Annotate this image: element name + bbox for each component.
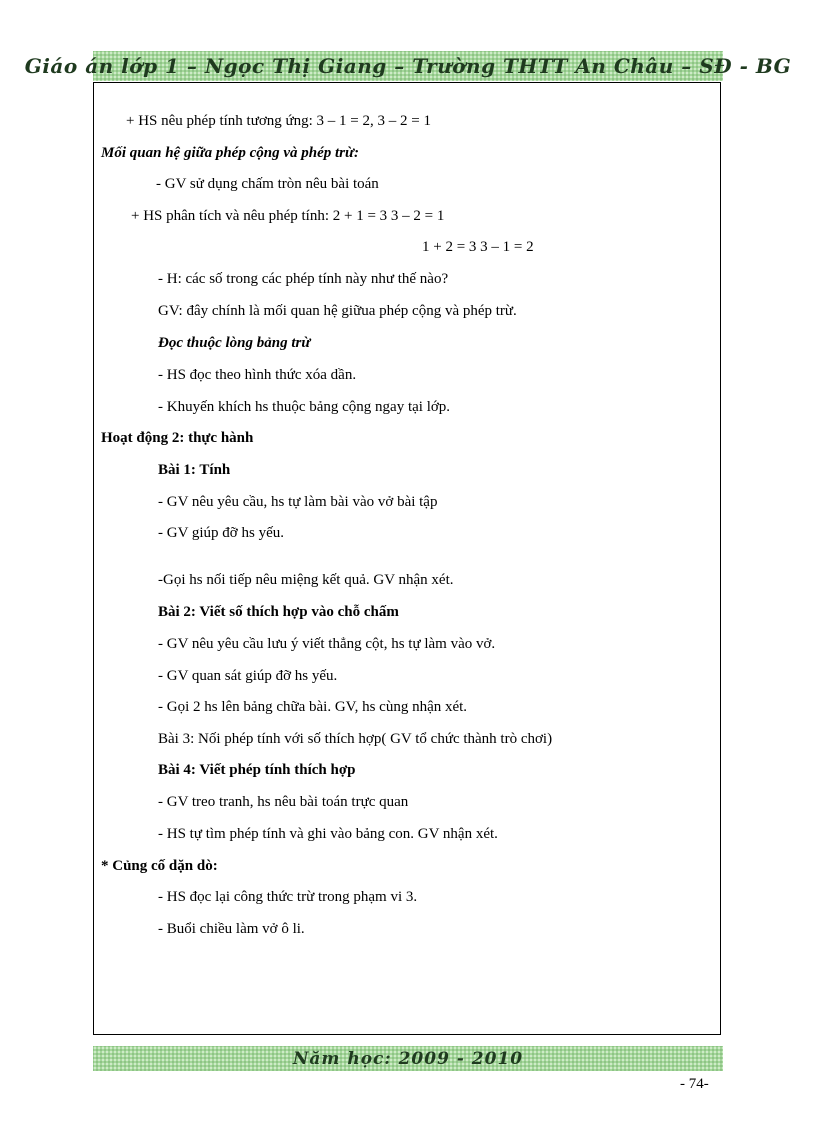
text-line: - Khuyến khích hs thuộc bảng cộng ngay tại lớp.	[158, 399, 451, 415]
footer-text: Năm học: 2009 - 2010	[292, 1048, 524, 1069]
text-line: + HS phân tích và nêu phép tính: 2 + 1 = 3 3 – 2 = 1	[131, 208, 445, 224]
text-line: - GV nêu yêu cầu, hs tự làm bài vào vở bài tập	[158, 494, 438, 510]
section-heading: Mối quan hệ giữa phép cộng và phép trừ:	[101, 145, 359, 161]
text-line: 1 + 2 = 3 3 – 1 = 2	[422, 239, 534, 255]
exercise-heading: Bài 4: Viết phép tính thích hợp	[158, 762, 356, 778]
exercise-heading: Bài 2: Viết số thích hợp vào chỗ chấm	[158, 604, 399, 620]
text-line: - GV giúp đỡ hs yếu.	[158, 525, 284, 541]
text-line: - GV nêu yêu cầu lưu ý viết thẳng cột, hs tự làm vào vở.	[158, 636, 496, 652]
page-footer	[93, 1046, 723, 1071]
exercise-heading: Bài 1: Tính	[158, 462, 231, 478]
text-line: - GV treo tranh, hs nêu bài toán trực quan	[158, 794, 409, 810]
text-line: GV: đây chính là mối quan hệ giữua phép cộng và phép trừ.	[158, 303, 517, 319]
section-heading: Hoạt động 2: thực hành	[101, 430, 254, 446]
text-line: -Gọi hs nối tiếp nêu miệng kết quả. GV nhận xét.	[158, 572, 454, 588]
section-heading: * Củng cố dặn dò:	[101, 858, 218, 874]
page-number: - 74-	[680, 1076, 709, 1092]
page-header	[24, 51, 792, 81]
header-text: Giáo án lớp 1 – Ngọc Thị Giang – Trường THTT An Châu – SĐ - BG	[24, 54, 792, 78]
text-line: - H: các số trong các phép tính này như thế nào?	[158, 271, 449, 287]
text-line: Bài 3: Nối phép tính với số thích hợp( GV tổ chức thành trò chơi)	[158, 731, 553, 747]
text-line: - Buổi chiều làm vở ô li.	[158, 921, 305, 937]
text-line: - HS tự tìm phép tính và ghi vào bảng con. GV nhận xét.	[158, 826, 498, 842]
text-line: - HS đọc lại công thức trừ trong phạm vi 3.	[158, 889, 418, 905]
text-line: - GV quan sát giúp đỡ hs yếu.	[158, 668, 338, 684]
text-line: + HS nêu phép tính tương ứng: 3 – 1 = 2, 3 – 2 = 1	[126, 113, 431, 129]
text-line: - HS đọc theo hình thức xóa dần.	[158, 367, 357, 383]
text-line: - GV sử dụng chấm tròn nêu bài toán	[156, 176, 379, 192]
text-line: - Gọi 2 hs lên bảng chữa bài. GV, hs cùng nhận xét.	[158, 699, 468, 715]
section-heading: Đọc thuộc lòng bảng trừ	[158, 335, 311, 351]
